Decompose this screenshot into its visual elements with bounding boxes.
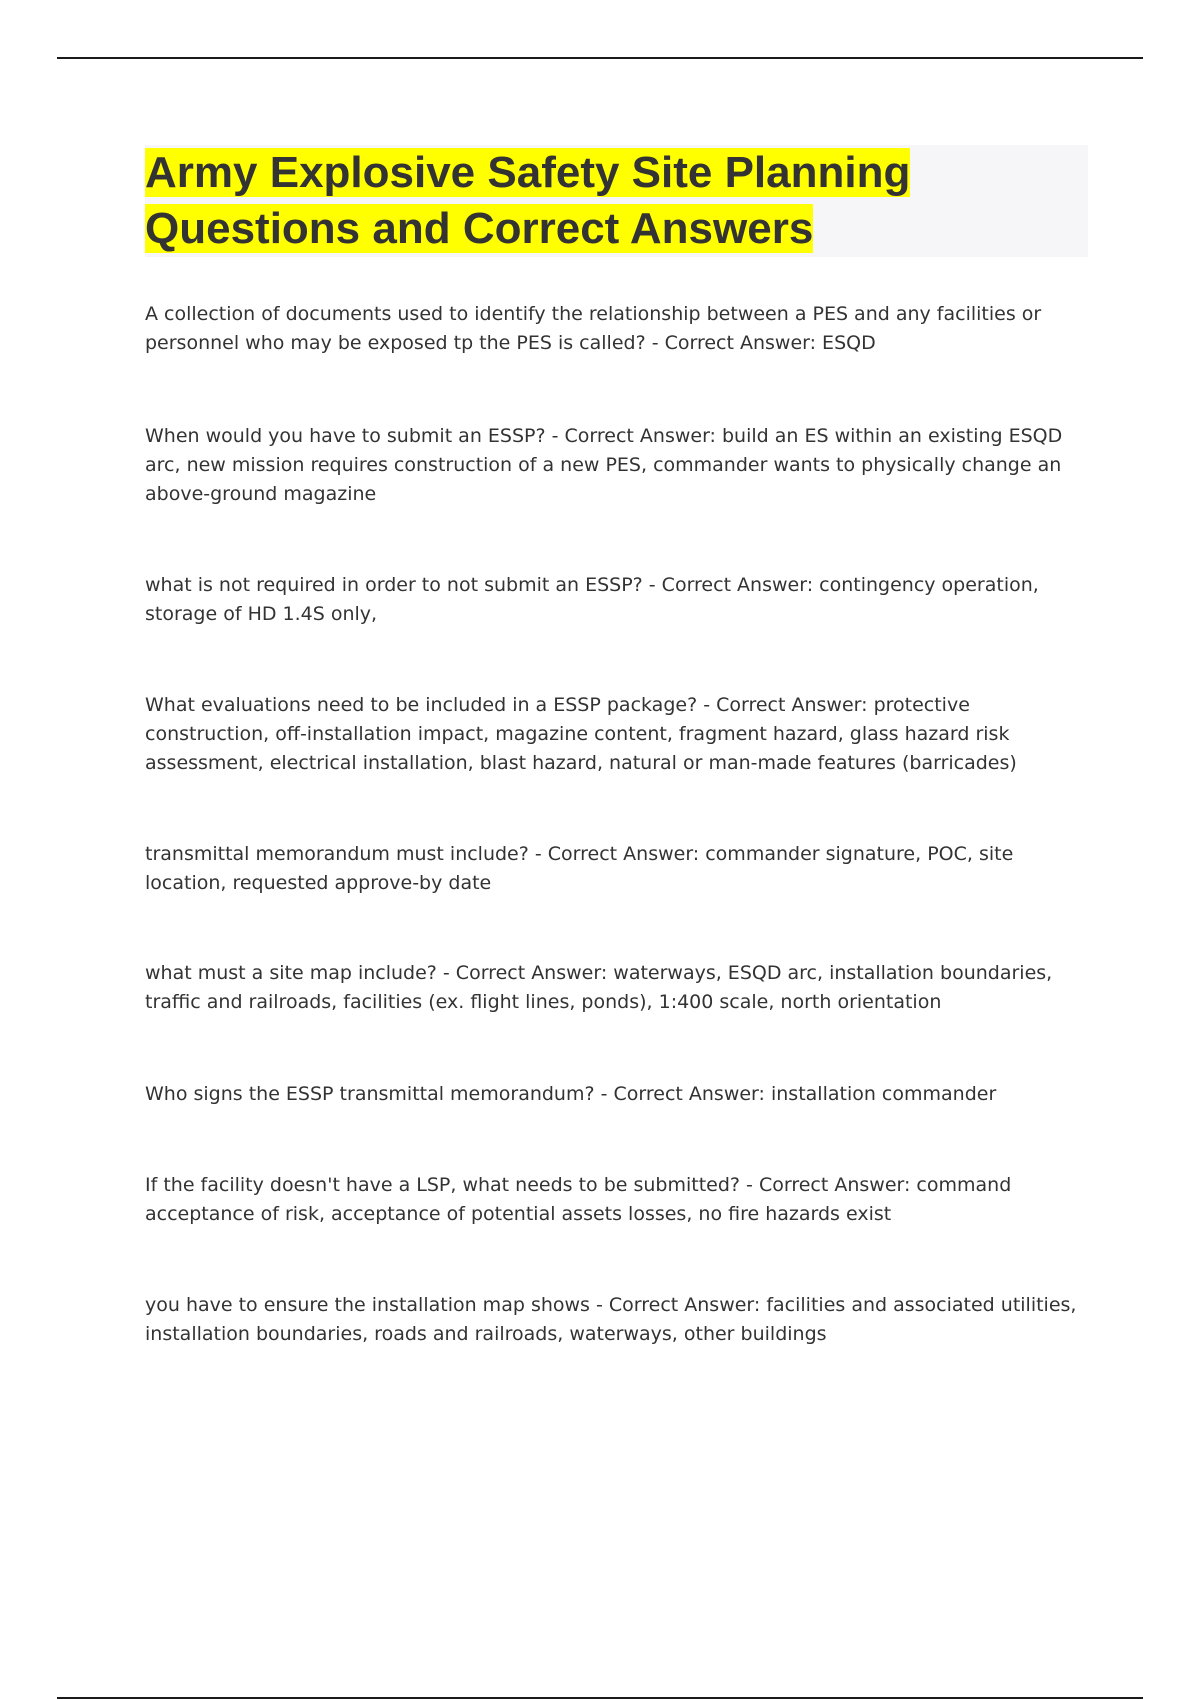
qa-item-4: What evaluations need to be included in a ESSP package? - Correct Answer: protective construction, off-installation impact, magazine content, fragment hazard, glass hazard risk assessment, electrical installation, blast hazard, natural or man-made features (barricades) xyxy=(145,694,1017,774)
qa-item-8: If the facility doesn't have a LSP, what needs to be submitted? - Correct Answer: command acceptance of risk, acceptance of potential assets losses, no fire hazards exist xyxy=(145,1174,1012,1225)
qa-item-1: A collection of documents used to identify the relationship between a PES and any facilities or personnel who may be exposed tp the PES is called? - Correct Answer: ESQD xyxy=(145,303,1042,354)
qa-item-6: what must a site map include? - Correct Answer: waterways, ESQD arc, installation boundaries, traffic and railroads, facilities (ex. flight lines, ponds), 1:400 scale, north orientation xyxy=(145,962,1053,1013)
title-block xyxy=(145,145,1088,257)
title-line-2: Questions and Correct Answers xyxy=(145,204,814,253)
qa-item-7: Who signs the ESSP transmittal memorandum? - Correct Answer: installation commander xyxy=(145,1083,997,1105)
top-rule xyxy=(57,57,1143,59)
qa-item-9: you have to ensure the installation map shows - Correct Answer: facilities and associated utilities, installation boundaries, roads and railroads, waterways, other buildings xyxy=(145,1294,1077,1345)
bottom-rule xyxy=(57,1697,1143,1699)
page-title xyxy=(145,145,1088,257)
qa-item-2: When would you have to submit an ESSP? - Correct Answer: build an ES within an existing ESQD arc, new mission requires construction of a new PES, commander wants to physically change an above-ground magazine xyxy=(145,425,1063,505)
qa-item-3: what is not required in order to not submit an ESSP? - Correct Answer: contingency operation, storage of HD 1.4S only, xyxy=(145,574,1039,625)
title-line-1: Army Explosive Safety Site Planning xyxy=(145,148,911,197)
qa-item-5: transmittal memorandum must include? - Correct Answer: commander signature, POC, site location, requested approve-by date xyxy=(145,843,1014,894)
